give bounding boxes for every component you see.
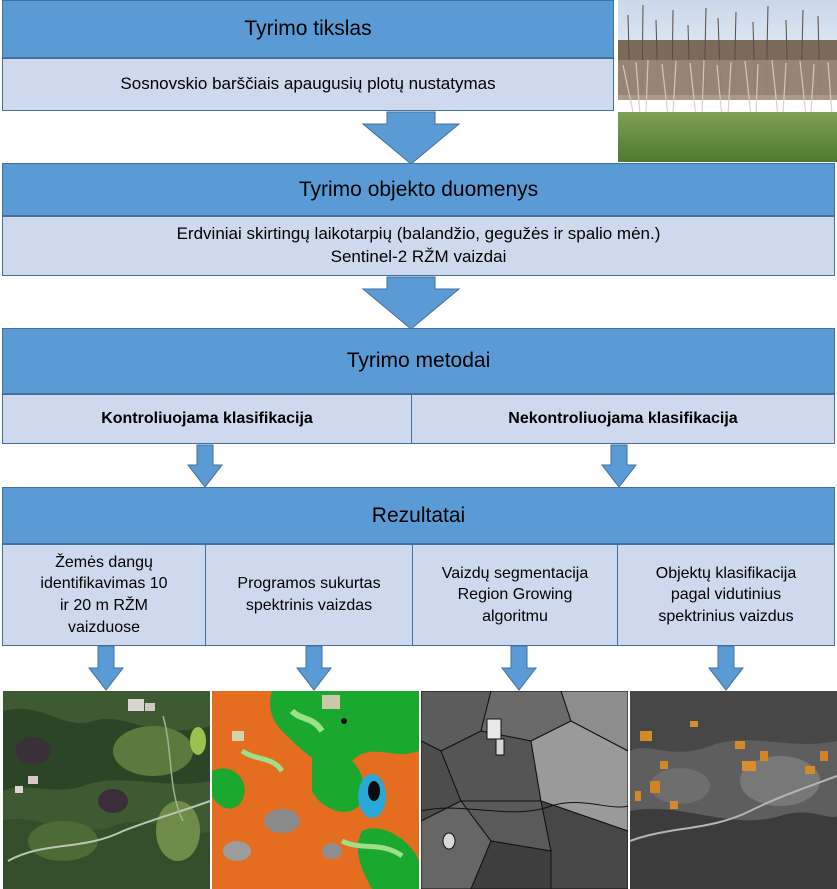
- result-arrow-1: [89, 646, 123, 690]
- result-arrow-3: [502, 646, 536, 690]
- result-item-4-line-1: Objektų klasifikacija: [655, 564, 797, 582]
- down-arrow-2: [363, 277, 459, 329]
- result-item-1-line-1: Žemės dangų: [55, 553, 153, 571]
- result-item-2-line-2: spektrinis vaizdas: [245, 597, 373, 614]
- data-text: [2, 216, 835, 276]
- result-item-2-line-1: Programos sukurtas: [237, 575, 381, 593]
- data-line-2: Sentinel-2 RŽM vaizdai: [330, 247, 507, 266]
- goal-title: Tyrimo tikslas: [2, 0, 614, 58]
- hogweed-field-photo: [618, 0, 837, 162]
- satellite-image-rgb: [3, 691, 210, 889]
- result-item-1-line-4: vaizduose: [67, 618, 141, 636]
- result-item-1-line-2: identifikavimas 10: [40, 575, 168, 593]
- result-item-1: [2, 544, 206, 646]
- down-arrow-right: [602, 445, 636, 487]
- methods-right: Nekontroliuojama klasifikacija: [411, 394, 835, 444]
- methods-left: Kontroliuojama klasifikacija: [2, 394, 412, 444]
- result-arrow-2: [297, 646, 331, 690]
- spectral-classification-image: [212, 691, 419, 889]
- down-arrow-1: [363, 112, 459, 164]
- result-item-3-line-2: Region Growing: [457, 586, 573, 604]
- result-item-4-line-3: spektrinius vaizdus: [658, 607, 794, 625]
- segmentation-image: [421, 691, 628, 889]
- object-classification-image: [630, 691, 837, 889]
- methods-title: Tyrimo metodai: [2, 328, 835, 394]
- goal-text: Sosnovskio barščiais apaugusių plotų nustatymas: [2, 58, 614, 111]
- result-item-3-line-3: algoritmu: [482, 607, 548, 625]
- result-item-3: [412, 544, 618, 646]
- results-title: Rezultatai: [2, 487, 835, 544]
- result-item-4-line-2: pagal vidutinius: [670, 586, 782, 604]
- data-title: Tyrimo objekto duomenys: [2, 163, 835, 216]
- result-item-2: [205, 544, 413, 646]
- result-item-3-line-1: Vaizdų segmentacija: [441, 564, 589, 582]
- result-item-1-line-3: ir 20 m RŽM: [60, 597, 148, 614]
- result-arrow-4: [709, 646, 743, 690]
- result-item-4: [617, 544, 835, 646]
- data-line-1: Erdviniai skirtingų laikotarpių (balandžio, gegužės ir spalio mėn.): [176, 224, 661, 244]
- down-arrow-left: [188, 445, 222, 487]
